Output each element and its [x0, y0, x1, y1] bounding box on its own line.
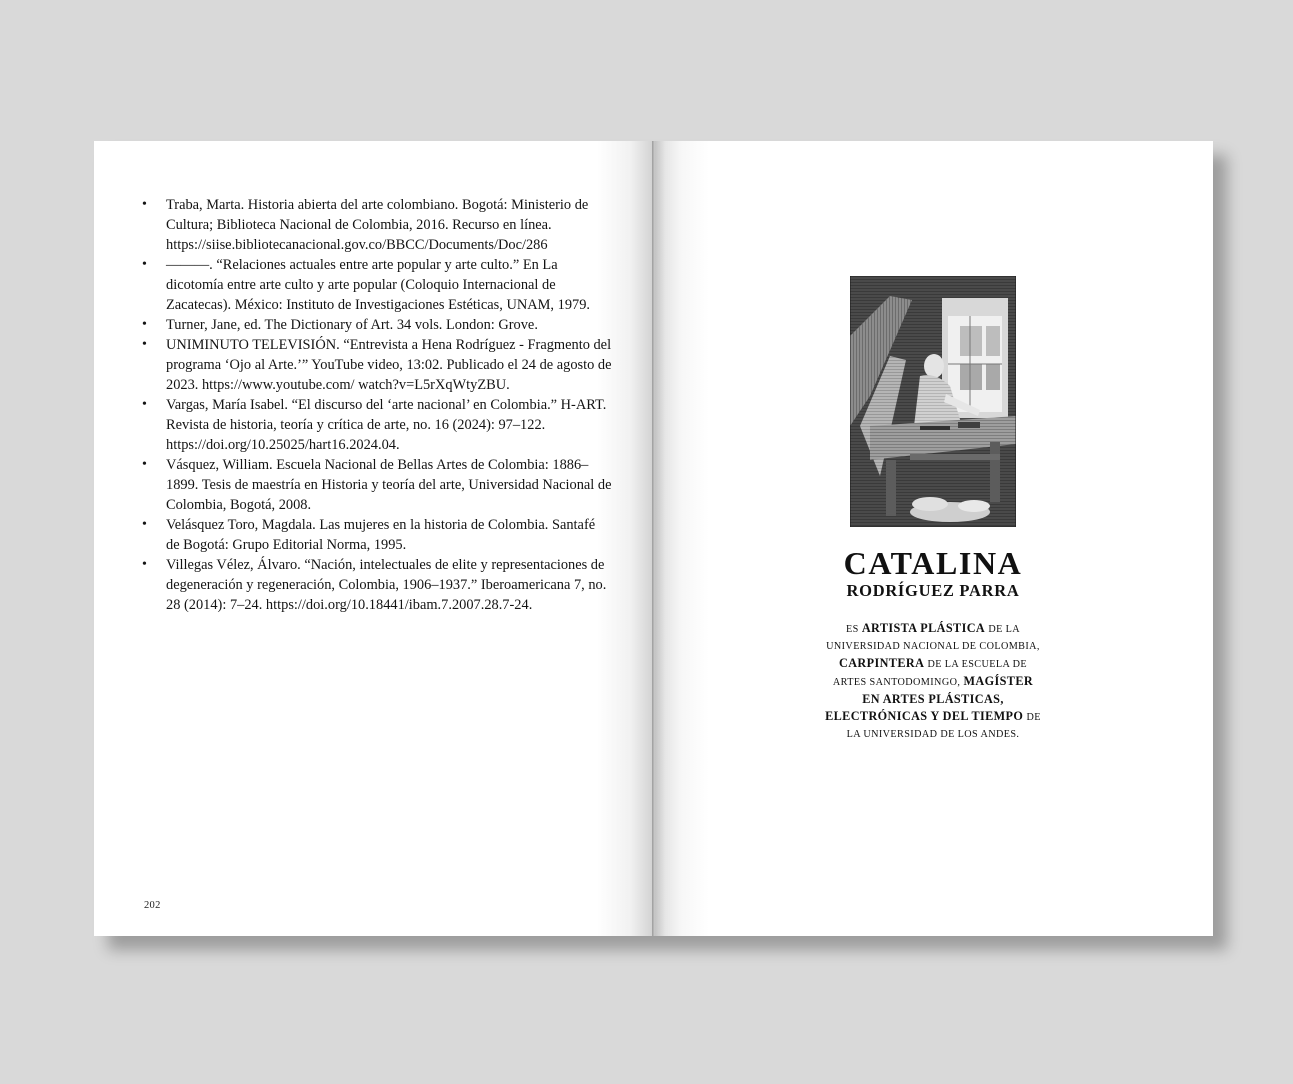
left-page [94, 141, 653, 936]
bibliography-list [142, 195, 612, 615]
bibliography-entry: • UNIMINUTO TELEVISIÓN. “Entrevista a Hena Rodríguez - Fragmento del programa ‘Ojo al Arte.’” YouTube video, 13:02. Publicado el 24 de agosto de 2023. https://www.youtube.com/ watch?v=L5rXqWtyZBU. [142, 335, 612, 395]
bibliography-entry: • Turner, Jane, ed. The Dictionary of Art. 34 vols. London: Grove. [142, 315, 612, 335]
bio-text: ES [845, 624, 859, 635]
author-bio [823, 620, 1043, 743]
bio-text: DE LA ESCUELA DE ARTES SANTODOMINGO, [832, 659, 1027, 688]
author-last-name: RODRÍGUEZ PARRA [846, 581, 1020, 600]
book-gutter [652, 141, 655, 936]
bibliography-entry: • Vargas, María Isabel. “El discurso del ‘arte nacional’ en Colombia.” H-ART. Revista de historia, teoría y crítica de arte, no. 16 (2024): 97–122. https://doi.org/10.25025/hart16.2024.04. [142, 395, 612, 455]
bio-highlight: MAGÍSTER EN ARTES PLÁSTICAS, ELECTRÓNICAS Y DEL TIEMPO [825, 674, 1034, 723]
bio-highlight: ARTISTA PLÁSTICA [861, 621, 986, 635]
bibliography-entry: • Vásquez, William. Escuela Nacional de Bellas Artes de Colombia: 1886–1899. Tesis de maestría en Historia y teoría del arte, Universidad Nacional de Colombia, Bogotá, 2008. [142, 455, 612, 515]
book-spread [94, 141, 1213, 936]
bio-text: DE LA UNIVERSIDAD DE LOS ANDES. [846, 712, 1041, 740]
bibliography-entry: • Traba, Marta. Historia abierta del arte colombiano. Bogotá: Ministerio de Cultura; Biblioteca Nacional de Colombia, 2016. Recurso en línea. https://siise.bibliotecanacional.gov.co/BBCC/Documents/Doc/286 [142, 195, 612, 255]
right-page [653, 141, 1213, 936]
bio-highlight: CARPINTERA [839, 656, 925, 670]
bibliography-entry: • Velásquez Toro, Magdala. Las mujeres en la historia de Colombia. Santafé de Bogotá: Grupo Editorial Norma, 1995. [142, 515, 612, 555]
bibliography-entry: • ———. “Relaciones actuales entre arte popular y arte culto.” En La dicotomía entre arte culto y arte popular (Coloquio Internacional de Zacatecas). México: Instituto de Investigaciones Estéticas, UNAM, 1979. [142, 255, 612, 315]
author-first-name: CATALINA [843, 545, 1023, 581]
carpenter-workshop-engraving [850, 276, 1016, 527]
bio-text: DE LA UNIVERSIDAD NACIONAL DE COLOMBIA, [826, 624, 1040, 652]
page-number: 202 [144, 900, 161, 911]
engraving-illustration [850, 276, 1016, 527]
bibliography-entry: • Villegas Vélez, Álvaro. “Nación, intelectuales de elite y representaciones de degeneración y regeneración, Colombia, 1906–1937.” Iberoamericana 7, no. 28 (2014): 7–24. https://doi.org/10.18441/ibam.7.2007.28.7-24. [142, 555, 612, 615]
